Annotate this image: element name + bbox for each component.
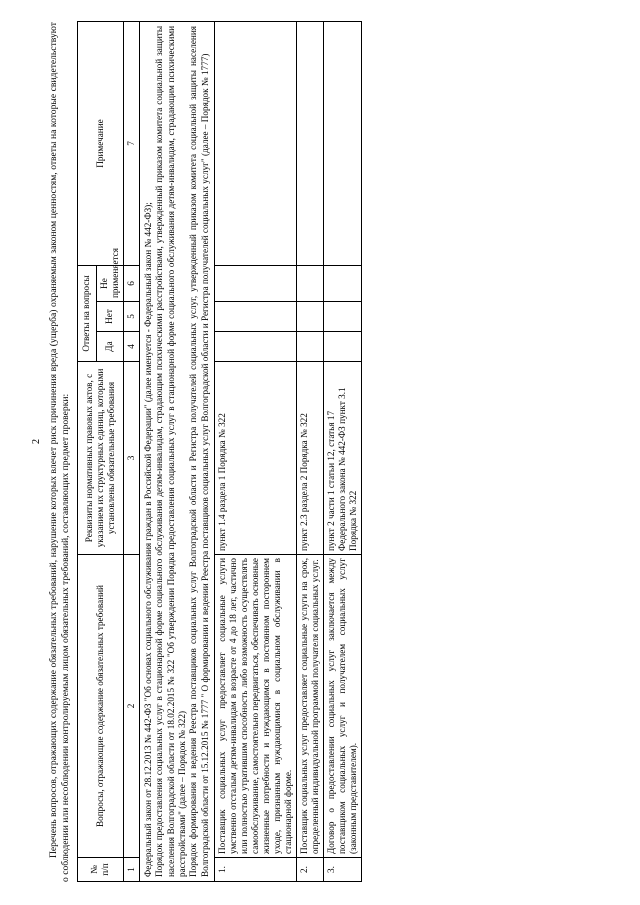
- rotated-page-content: [48, 22, 600, 882]
- answer-no-cell[interactable]: [215, 302, 297, 332]
- col-number-5: 5: [123, 302, 139, 332]
- note-cell[interactable]: [215, 22, 297, 266]
- col-number-1: 1: [123, 858, 139, 882]
- note-cell[interactable]: [324, 22, 362, 266]
- row-num: 1.: [215, 858, 297, 882]
- intro-paragraph: Перечень вопросов, отражающих содержание обязательных требований, нарушение которых влечет риск причинения вреда (ущерба) охраняемым законом ценностям, ответы на которые свидетельствуют о соблюдении или несоблюдении контролируемым лицом обязательных требований, составляющих предмет проверки:: [48, 22, 72, 882]
- note-cell[interactable]: [297, 22, 324, 266]
- answer-na-cell[interactable]: [215, 266, 297, 302]
- answer-yes-cell[interactable]: [324, 332, 362, 362]
- col-number-7: 7: [123, 22, 139, 266]
- col-number-4: 4: [123, 332, 139, 362]
- answer-na-cell[interactable]: [297, 266, 324, 302]
- header-row: [77, 22, 96, 882]
- answer-no-cell[interactable]: [297, 302, 324, 332]
- answer-yes-cell[interactable]: [297, 332, 324, 362]
- header-note: Примечание: [77, 22, 123, 266]
- legal-basis-cell: [139, 22, 214, 882]
- answer-yes-cell[interactable]: [215, 332, 297, 362]
- header-na: Не применяется: [96, 266, 123, 302]
- row-question: Договор о предоставлении социальных услуг заключается между поставщиком социальных услуг и получателем социальных услуг (законным представителем).: [324, 555, 362, 858]
- checklist-table: [77, 21, 362, 882]
- row-question: Поставщик социальных услуг предоставляет социальные услуги на срок, определенный индивидуальной программой получателя социальных услуг.: [297, 555, 324, 858]
- col-number-2: 2: [123, 555, 139, 858]
- legal-basis-federal-law: Федеральный закон от 28.12.2013 № 442-ФЗ "Об основах социального обслуживания граждан в Российской Федерации" (далее именуется - Федеральный закон № 442-ФЗ);: [142, 202, 153, 877]
- table-row: [215, 22, 297, 882]
- header-requisites: Реквизиты нормативных правовых актов, с указанием их структурных единиц, которыми установлены обязательные требования: [77, 362, 123, 555]
- col-number-6: 6: [123, 266, 139, 302]
- header-answers: Ответы на вопросы: [77, 266, 96, 362]
- row-num: 2.: [297, 858, 324, 882]
- row-question: Поставщик социальных услуг предоставляет социальные услуги умственно отсталым детям-инвалидам в возрасте от 4 до 18 лет, частично или полностью утратившим способность либо возможность осуществлять самообслуживание, самостоятельно передвигаться, обеспечивать основные жизненные потребности и нуждающимся в постоянном постороннем уходе, признанным нуждающимися в социальном обслуживании в стационарной форме.: [215, 555, 297, 858]
- row-num: 3.: [324, 858, 362, 882]
- answer-na-cell[interactable]: [324, 266, 362, 302]
- header-no: Нет: [96, 302, 123, 332]
- legal-basis-row: [139, 22, 214, 882]
- row-requisites: пункт 2 части 1 статьи 12, статья 17 Федерального закона № 442-ФЗ пункт 3.1 Порядка № 322: [324, 362, 362, 555]
- row-requisites: пункт 2.3 раздела 2 Порядка № 322: [297, 362, 324, 555]
- header-question: Вопросы, отражающие содержание обязательных требований: [77, 555, 123, 858]
- answer-no-cell[interactable]: [324, 302, 362, 332]
- table-row: [324, 22, 362, 882]
- table-row: [297, 22, 324, 882]
- row-requisites: пункт 1.4 раздела 1 Порядка № 322: [215, 362, 297, 555]
- legal-basis-order-322: Порядок предоставления социальных услуг в стационарной форме социального обслуживания детям-инвалидам, страдающим психическими расстройствами, утвержденный приказом комитета социальной защиты населения Волгоградской области от 18.02.2015 № 322 "Об утверждении Порядка предоставления социальных услуг в стационарной форме социального обслуживания детям-инвалидам, страдающим психическими расстройствами" (далее – Порядок № 322): [154, 26, 188, 877]
- page-number: 2: [31, 439, 42, 444]
- header-num: № п/п: [77, 858, 123, 882]
- col-number-3: 3: [123, 362, 139, 555]
- header-yes: Да: [96, 332, 123, 362]
- legal-basis-order-1777: Порядок формирования и ведения Реестра поставщиков социальных услуг Волгоградской области и Регистра получателей социальных услуг, утвержденный приказом комитета социальной защиты населения Волгоградской области от 15.12.2015 № 1777 " О формировании и ведении Реестра поставщиков социальных услуг Волгоградской области и Регистра получателей социальных услуг" (далее – Порядок № 1777): [188, 26, 210, 877]
- column-number-row: [123, 22, 139, 882]
